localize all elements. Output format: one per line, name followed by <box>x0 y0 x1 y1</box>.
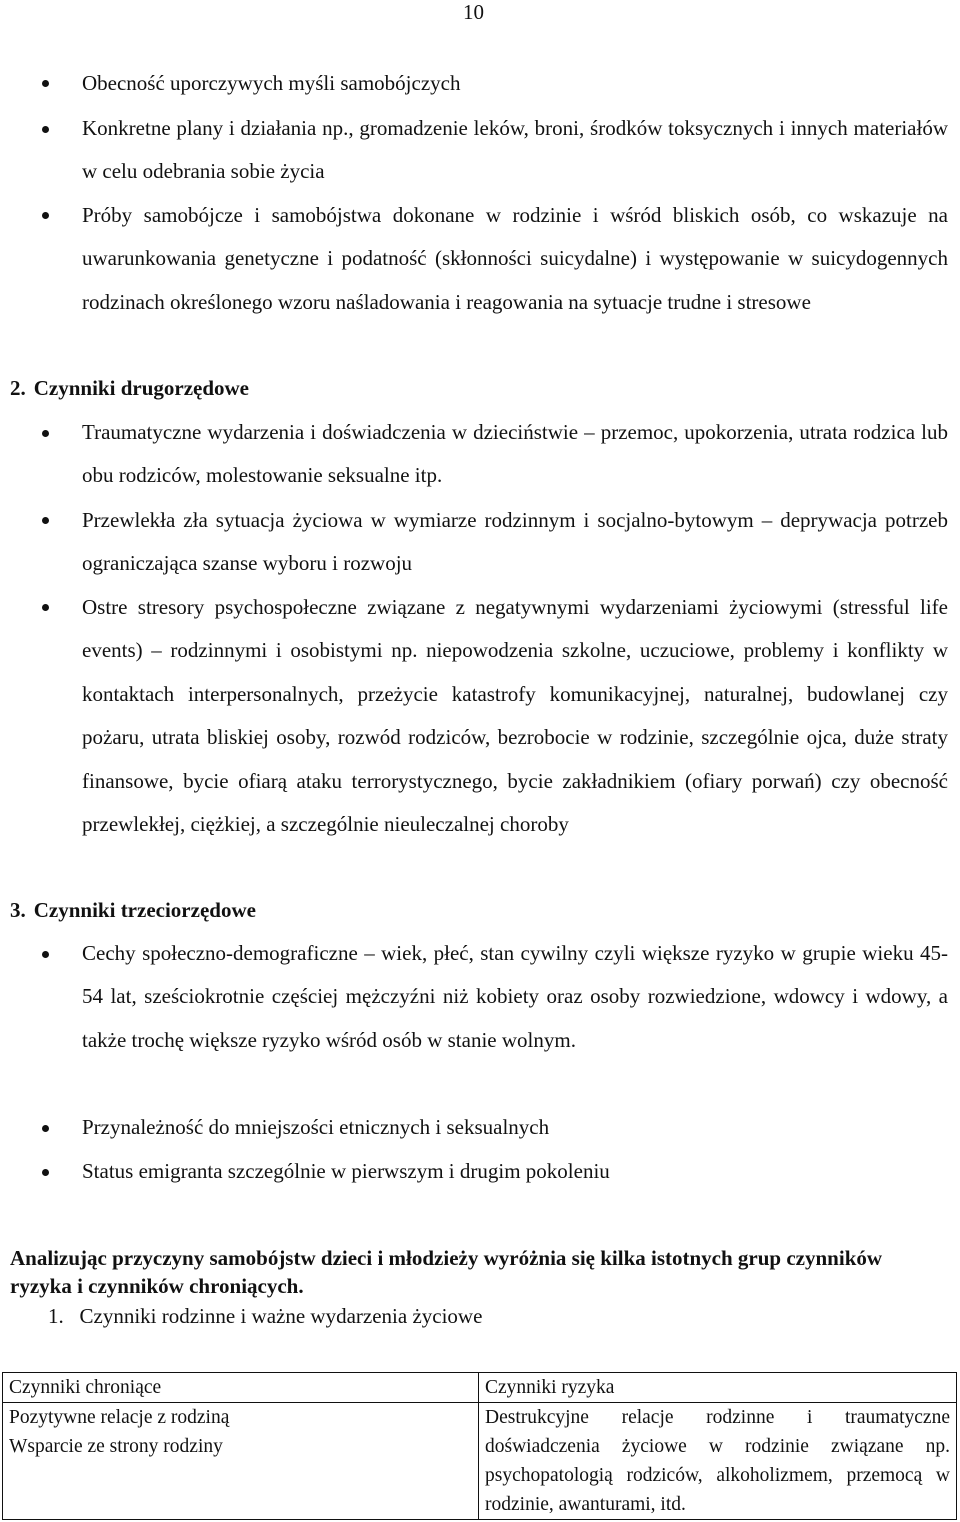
section-heading <box>10 376 249 400</box>
table-header-cell: Czynniki ryzyka <box>479 1373 957 1403</box>
section-heading <box>10 898 256 922</box>
table-header-row <box>3 1373 957 1403</box>
section-number: 3. <box>10 898 26 922</box>
list-item-text: Przewlekła zła sytuacja życiowa w wymiarze rodzinnym i socjalno-bytowym – deprywacja potrzeb ograniczająca szanse wyboru i rozwoju <box>82 508 948 576</box>
bullet-icon <box>42 1125 49 1132</box>
bullet-icon <box>42 430 49 437</box>
section-title: Czynniki trzeciorzędowe <box>33 898 256 922</box>
summary-paragraph: Analizując przyczyny samobójstw dzieci i młodzieży wyróżnia się kilka istotnych grup czynników ryzyka i czynników chroniących. <box>10 1246 883 1298</box>
list-item-text: Cechy społeczno-demograficzne – wiek, płeć, stan cywilny czyli większe ryzyko w grupie wieku 45-54 lat, sześciokrotnie częściej mężczyźni niż kobiety oraz osoby rozwiedzione, wdowcy i wdowy, a także trochę większe ryzyko wśród osób w stanie wolnym. <box>82 941 948 1052</box>
bullet-icon <box>42 951 49 958</box>
page-number: 10 <box>463 0 484 24</box>
list-item-text: Traumatyczne wydarzenia i doświadczenia w dzieciństwie – przemoc, upokorzenia, utrata rodzica lub obu rodziców, molestowanie seksualne itp. <box>82 420 948 488</box>
table-cell-risk: Destrukcyjne relacje rodzinne i traumatyczne doświadczenia życiowe w rodzinie związane np. psychopatologią rodziców, alkoholizmem, przemocą w rodzinie, awanturami, itd. <box>479 1403 957 1520</box>
list-item-text: Ostre stresory psychospołeczne związane z negatywnymi wydarzeniami życiowymi (stressful life events) – rodzinnymi i osobistymi np. niepowodzenia szkolne, uczuciowe, problemy i konflikty w kontaktach interpersonalnych, przeżycie katastrofy komunikacyjnej, naturalnej, budowlanej czy pożaru, utrata bliskiej osoby, rozwód rodziców, bezrobocie w rodzinie, szczególnie ojca, duże straty finansowe, bycie ofiarą ataku terrorystycznego, bycie zakładnikiem (ofiary porwań) czy obecność przewlekłej, ciężkiej, a szczególnie nieuleczalnej choroby <box>82 595 948 837</box>
subheading-text: Czynniki rodzinne i ważne wydarzenia życiowe <box>79 1304 483 1328</box>
bullet-icon <box>42 1169 49 1176</box>
cell-line: Pozytywne relacje z rodziną <box>9 1407 230 1428</box>
list-item-text: Konkretne plany i działania np., gromadzenie leków, broni, środków toksycznych i innych materiałów w celu odebrania sobie życia <box>82 116 948 184</box>
table-cell-protective <box>3 1403 479 1520</box>
section-number: 2. <box>10 376 26 400</box>
section-title: Czynniki drugorzędowe <box>33 376 249 400</box>
table-header-cell: Czynniki chroniące <box>3 1373 479 1403</box>
factors-table <box>2 1372 957 1520</box>
bullet-icon <box>42 80 49 87</box>
subheading-number: 1. <box>48 1304 64 1328</box>
bullet-icon <box>42 212 49 219</box>
list-item-text: Przynależność do mniejszości etnicznych i seksualnych <box>82 1115 550 1139</box>
list-item-text: Obecność uporczywych myśli samobójczych <box>82 71 461 95</box>
cell-line: Wsparcie ze strony rodziny <box>9 1436 223 1457</box>
list-item-text: Status emigranta szczególnie w pierwszym i drugim pokoleniu <box>82 1159 610 1183</box>
list-item-text: Próby samobójcze i samobójstwa dokonane w rodzinie i wśród bliskich osób, co wskazuje na uwarunkowania genetyczne i podatność (skłonności suicydalne) i występowanie w suicydogennych rodzinach określonego wzoru naśladowania i reagowania na sytuacje trudne i stresowe <box>82 203 948 314</box>
bullet-icon <box>42 517 49 524</box>
bullet-icon <box>42 126 49 133</box>
bullet-icon <box>42 604 49 611</box>
subheading <box>48 1304 482 1328</box>
table-row <box>3 1403 957 1520</box>
